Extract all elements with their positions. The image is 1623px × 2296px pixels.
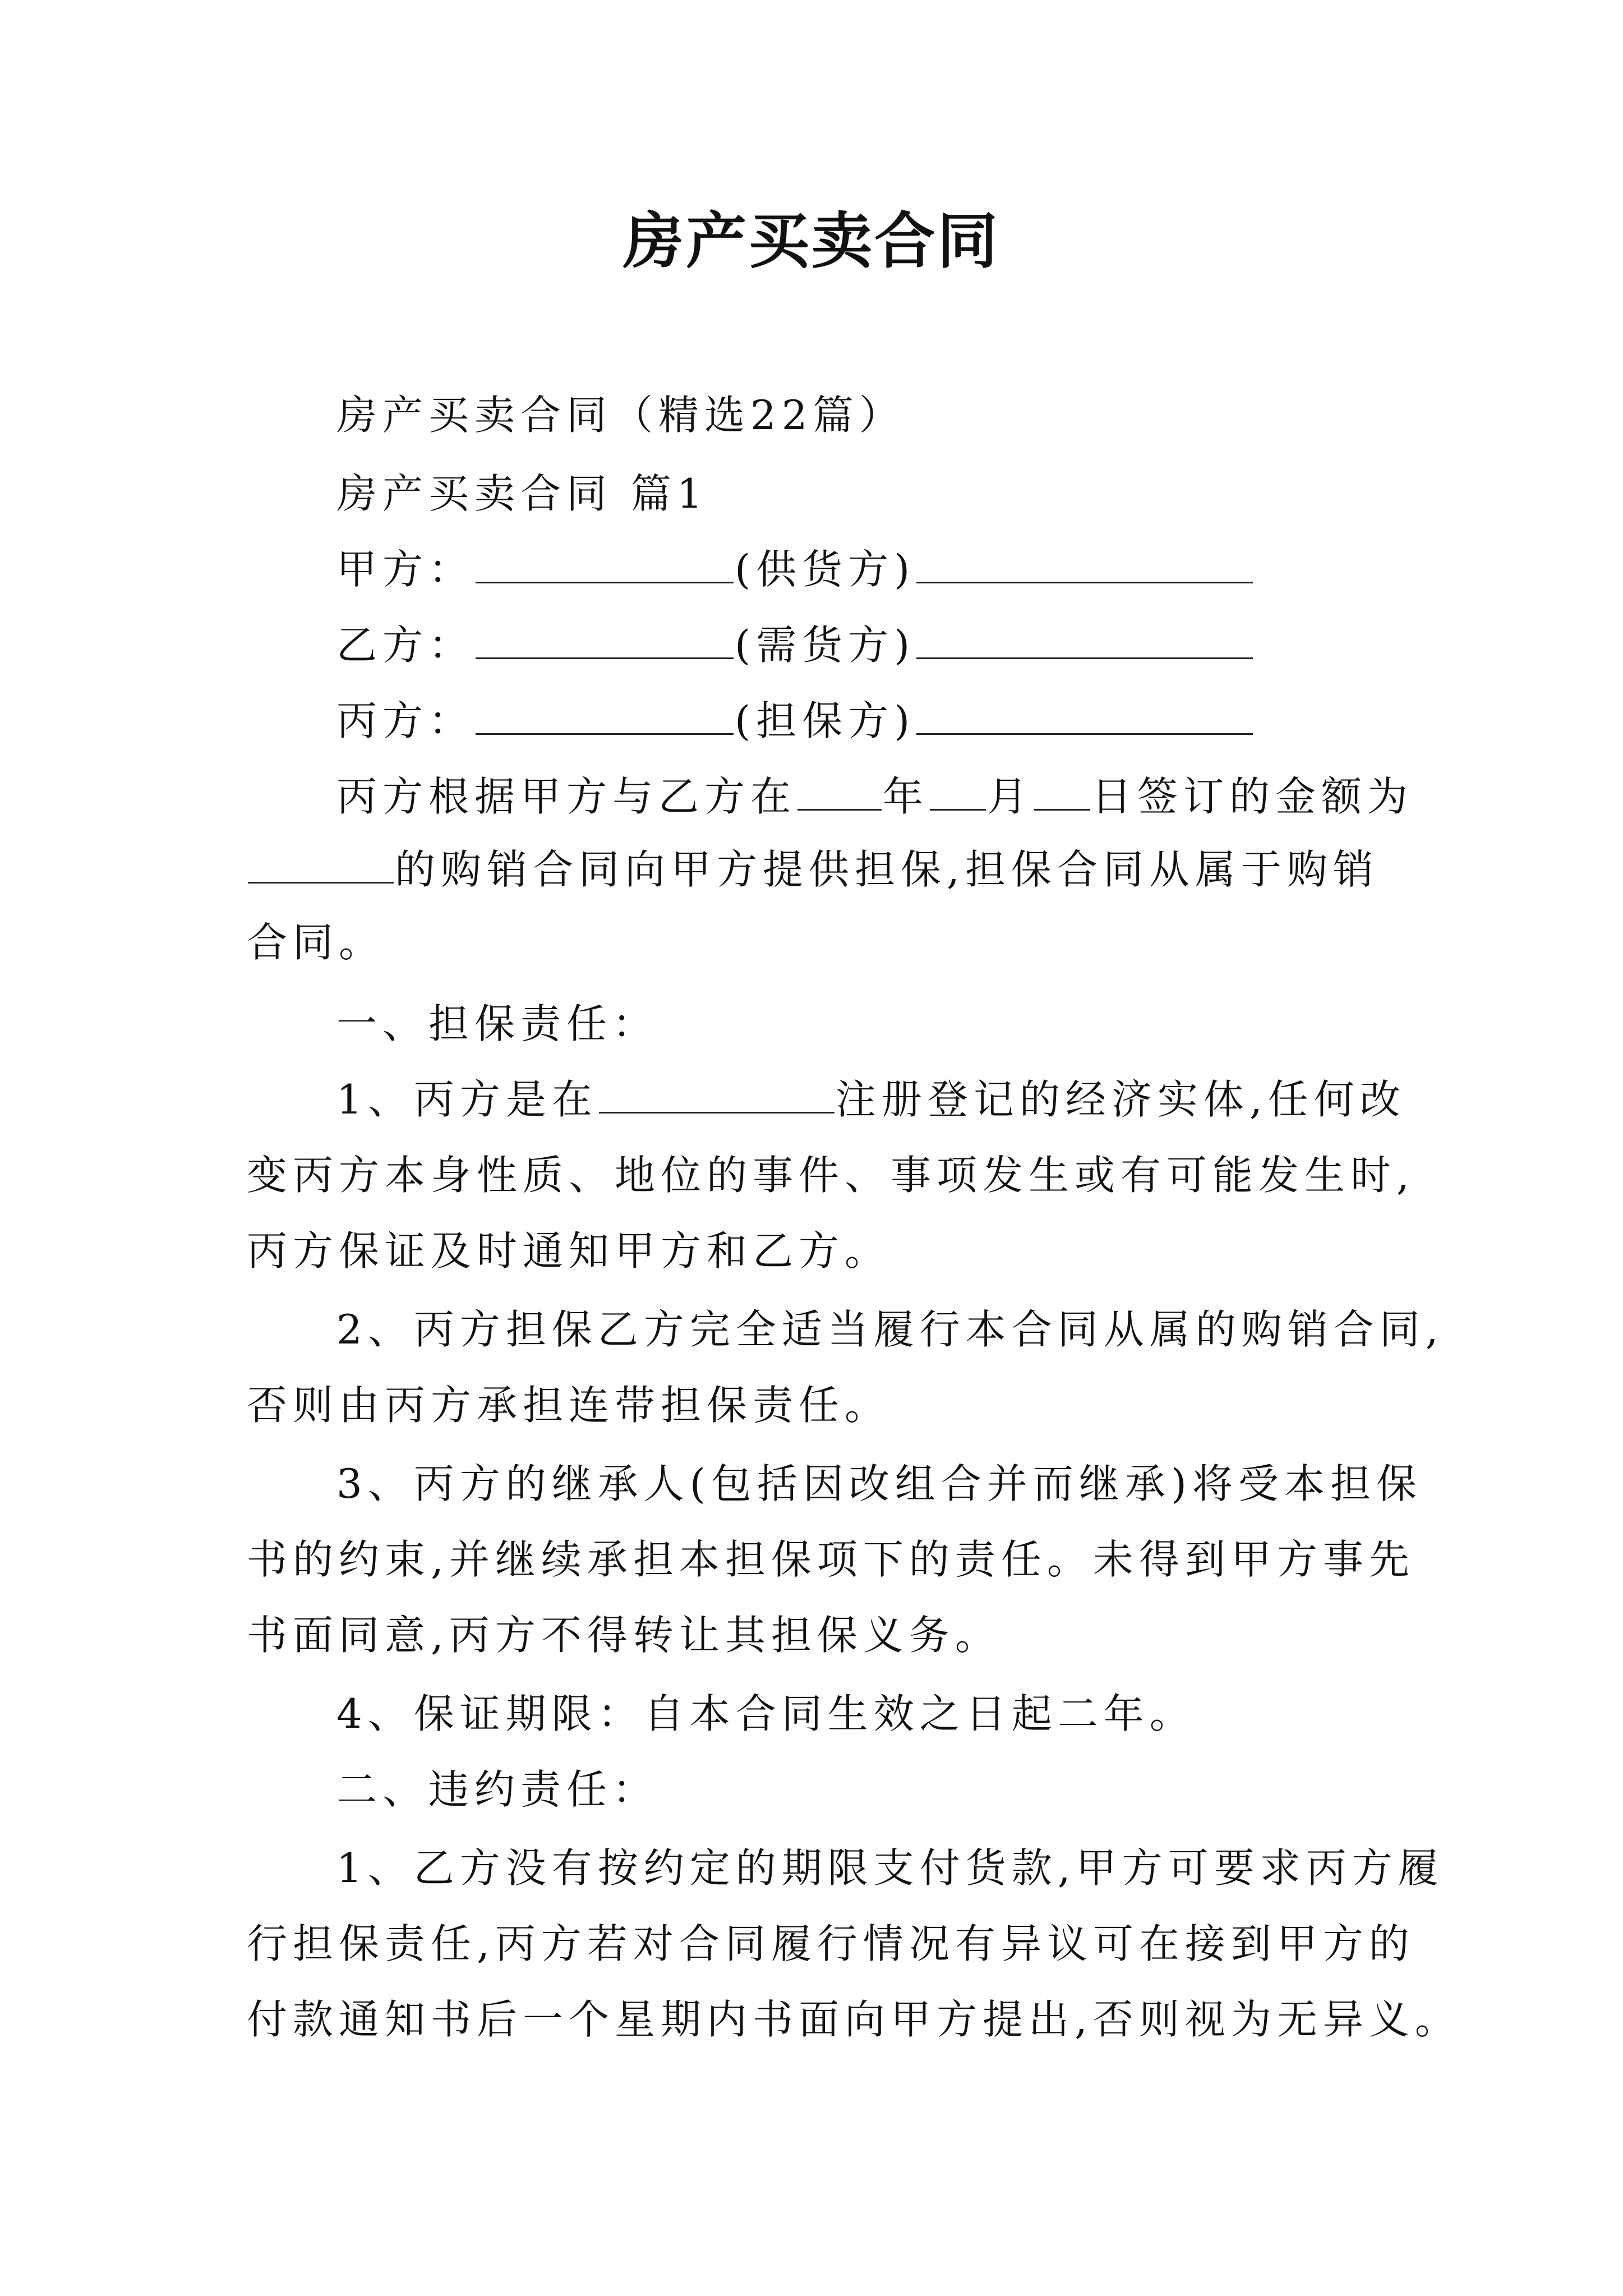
- s1-item2-line1: 2、丙方担保乙方完全适当履行本合同从属的购销合同,: [336, 1306, 1444, 1353]
- s2-item1-line1: 1、乙方没有按约定的期限支付货款,甲方可要求丙方履: [336, 1844, 1444, 1892]
- s2-item1-line3: 付款通知书后一个星期内书面向甲方提出,否则视为无异义。: [247, 1996, 1461, 2043]
- party-role: (供货方): [735, 546, 916, 593]
- section-heading: 房产买卖合同 篇1: [336, 470, 708, 517]
- blank-line: [930, 775, 986, 811]
- s1-item1-line2: 变丙方本身性质、地位的事件、事项发生或有可能发生时,: [247, 1152, 1415, 1199]
- intro-text: 丙方根据甲方与乙方在: [336, 773, 797, 820]
- blank-line: [797, 775, 882, 811]
- blank-line: [248, 848, 394, 884]
- blank-line: [476, 548, 734, 583]
- intro-text: 月: [987, 773, 1034, 820]
- item-text: 注册登记的经济实体,任何改: [835, 1076, 1406, 1123]
- document-subtitle: 房产买卖合同（精选22篇）: [336, 392, 905, 439]
- s1-item3-line1: 3、丙方的继承人(包括因改组合并而继承)将受本担保: [336, 1460, 1422, 1507]
- party-line-b: [336, 617, 1254, 673]
- item-text: 1、丙方是在: [336, 1076, 598, 1123]
- party-label: 乙方：: [336, 622, 475, 669]
- s1-item4: 4、保证期限：自本合同生效之日起二年。: [336, 1690, 1196, 1737]
- party-label: 丙方：: [336, 697, 475, 744]
- s1-item1-line3: 丙方保证及时通知甲方和乙方。: [247, 1227, 891, 1274]
- s1-item2-line2: 否则由丙方承担连带担保责任。: [247, 1382, 891, 1429]
- party-role: (担保方): [735, 697, 916, 744]
- party-role: (需货方): [735, 622, 916, 669]
- intro-text: 的购销合同向甲方提供担保,担保合同从属于购销: [395, 846, 1379, 893]
- section1-heading: 一、担保责任：: [336, 1000, 659, 1047]
- intro-line-1: [336, 769, 1413, 825]
- blank-line: [599, 1078, 834, 1114]
- s2-item1-line2: 行担保责任,丙方若对合同履行情况有异议可在接到甲方的: [247, 1920, 1415, 1967]
- party-line-c: [336, 693, 1254, 749]
- section2-heading: 二、违约责任：: [336, 1766, 659, 1813]
- s1-item1-line1: [336, 1071, 1406, 1128]
- blank-line: [916, 548, 1253, 583]
- party-line-a: [336, 541, 1254, 597]
- blank-line: [476, 624, 734, 659]
- party-label: 甲方：: [336, 546, 475, 593]
- blank-line: [1034, 775, 1090, 811]
- s1-item3-line2: 书的约束,并继续承担本担保项下的责任。未得到甲方事先: [247, 1536, 1415, 1583]
- intro-text: 年: [883, 773, 929, 820]
- intro-line-3: 合同。: [247, 919, 385, 966]
- blank-line: [476, 700, 734, 735]
- s1-item3-line3: 书面同意,丙方不得转让其担保义务。: [247, 1612, 1001, 1659]
- intro-text: 日签订的金额为: [1091, 773, 1414, 820]
- document-title: 房产买卖合同: [623, 206, 1000, 277]
- intro-line-2: [247, 841, 1379, 898]
- blank-line: [916, 700, 1253, 735]
- blank-line: [916, 624, 1253, 659]
